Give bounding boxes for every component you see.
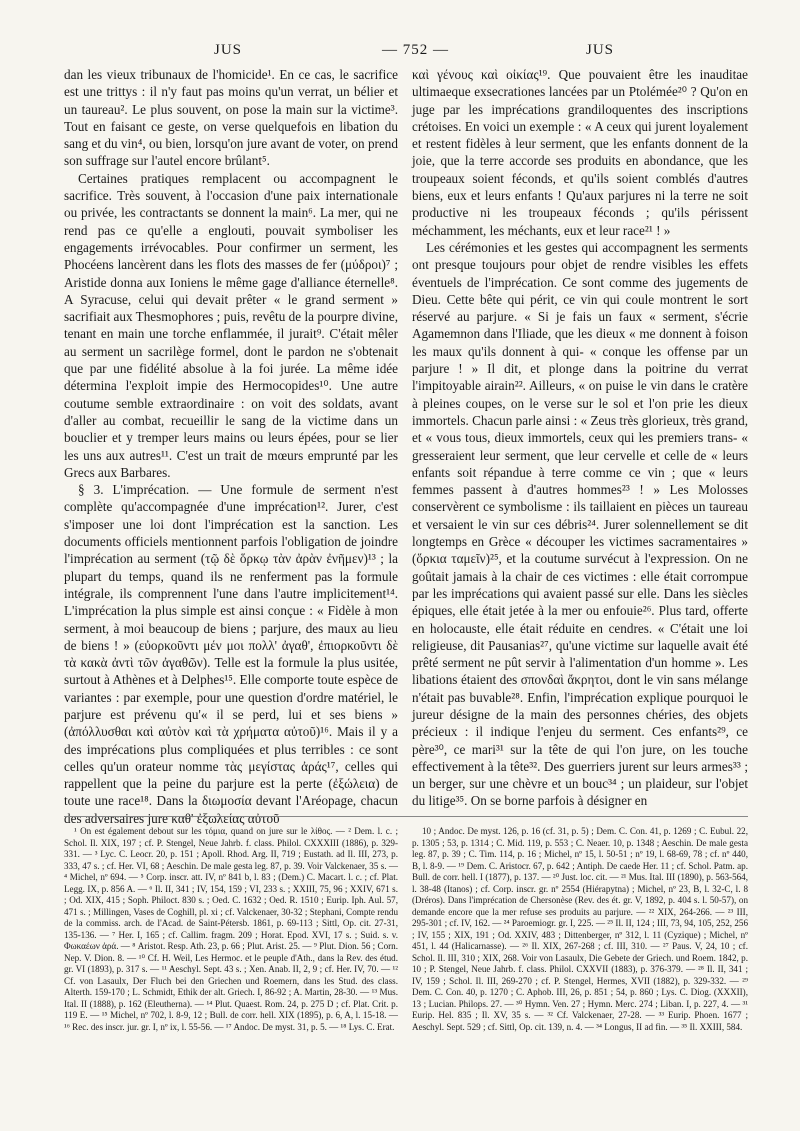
page-number: — 752 — bbox=[382, 42, 449, 58]
footnote-text: ¹ On est également debout sur les τόμια, quand on jure sur le λίθος. — ² Dem. l. c. ; Schol. Il. XIX, 197 ; cf. P. Stengel, Neue Jahrb. f. class. Philol. CXXXIII (1886), p. 329-331. — ³ Lyc. C. Leocr. 20, p. 151 ; Apoll. Rhod. Arg. II, 719 ; Eustath. ad Il. III, 273, p. 333, 47 s. ; cf. Her. VI, 68 ; Aeschin. De male gesta leg. 87, p. 39. Voir Valckenaer, 35 s. — ⁴ Michel, nº 694. — ⁵ Corp. inscr. att. IV, nº 841 b, l. 83 ; (Dem.) C. Macart. l. c. ; cf. Plat. Legg. IX, p. 856 A. — ⁶ Il. II, 341 ; IV, 154, 159 ; VI, 233 s. ; XXIII, 75, 96 ; XXIV, 671 s. ; Od. XIX, 415 ; Soph. Philoct. 830 s. ; Oed. C. 1632 ; Oed. R. 1510 ; Eurip. Iph. Aul. 57, 471 s. ; Millingen, Vases de Coghill, pl. xi ; cf. Valckenaer, 30-32 ; Stephani, Compte rendu de la commiss. arch. de l'Acad. de Saint-Pétersb. 1861, p. 69-113 ; Sittl, Op. cit. 27-31, 135-136. — ⁷ Her. I, 165 ; cf. Callim. fragm. 209 ; Horat. Epod. XVI, 17 s. ; Suid. s. v. Φωκαέων ἀρά. — ⁸ Aristot. Resp. Ath. 23, p. 66 ; Plut. Arist. 25. — ⁹ Plut. Dion. 56 ; Corn. Nep. V. Dion. 8. — ¹⁰ Cf. H. Weil, Les Hermoc. et le peuple d'Ath., dans la Rev. des étud. gr. VI (1893), p. 317 s. — ¹¹ Aeschyl. Sept. 43 s. ; Xen. Anab. II, 2, 9 ; cf. Her. IV, 70. — ¹² Cf. von Lasaulx, Der Fluch bei den Griechen und Roemern, dans les Stud. des class. Alterth. 159-170 ; L. Schmidt, Ethik der alt. Griech. I, 86-92 ; A. Martin, 28-30. — ¹³ Mus. Ital. II (1888), p. 162 (Eleutherna). — ¹⁴ Plut. Quaest. Rom. 24, p. 275 D ; cf. Plat. Crit. p. 119 E. — ¹⁵ Michel, nº 702, l. 8-9, 12 ; Bull. de corr. hell. XIX (1895), p. 6, A, l. 15-18. — ¹⁶ Rec. des inscr. jur. gr. I, nº ix, l. 55-56. — ¹⁷ Andoc. De myst. 31, p. 5. — ¹⁸ Lys. C. Erat. bbox=[64, 826, 398, 1032]
left-text-column bbox=[64, 66, 398, 827]
footnotes-left bbox=[64, 826, 398, 1033]
footnote-text: 10 ; Andoc. De myst. 126, p. 16 (cf. 31, p. 5) ; Dem. C. Con. 41, p. 1269 ; C. Eubul. 22, p. 1305 ; 53, p. 1314 ; C. Mid. 119, p. 553 ; C. Neaer. 10, p. 1348 ; Aeschin. De male gesta leg. 87, p. 39 ; C. Tim. 114, p. 16 ; Michel, nº 15, l. 50-51 ; nº 19, l. 68-69, 78 ; cf. nº 440, B, l. 8-9. — ¹⁹ Dem. C. Aristocr. 67, p. 642 ; Antiph. De caede Her. 11 ; cf. Schol. Patm. ap. Bull. de corr. hell. I (1877), p. 137. — ²⁰ Just. loc. cit. — ²¹ Mus. Ital. III (1890), p. 563-564, l. 38-48 (Itanos) ; cf. Corp. inscr. gr. nº 2554 (Hiérapytna) ; Michel, nº 23, B, l. 32-C, l. 8 (Dréros). Dans l'imprécation de Chersonèse (Rev. des ét. gr. V, 1892, p. 404 s. l. 50-57), on demande encore que la mer refuse ses produits au parjure. — ²² XIX, 264-266. — ²³ III, 295-301 ; cf. IV, 162. — ²⁴ Paroemiogr. gr. I, 225. — ²⁵ Il. II, 124 ; III, 73, 94, 105, 252, 256 ; IV, 155 ; XIX, 191 ; Od. XXIV, 483 ; Dittenberger, nº 312, l. 11 (Cyzique) ; Michel, nº 451, l. 44 (Halicarnasse). — ²⁶ Il. XIX, 267-268 ; cf. III, 310. — ²⁷ Paus. V, 24, 10 ; cf. Schol. Il. III, 310 ; XIX, 268. Voir von Lasaulx, Die Gebete der Griech. und Roem. 1842, p. 10 ; P. Stengel, Neue Jahrb. f. class. Philol. CXXVII (1883), p. 376-379. — ²⁸ Il. II, 341 ; IV, 159 ; Schol. Il. III, 269-270 ; cf. P. Stengel, Hermes, XVII (1882), p. 329-332. — ²⁹ Dem. C. Con. 40, p. 1270 ; C. Aphob. III, 26, p. 851 ; 54, p. 860 ; Lys. C. Diog. (XXXII), 13 ; Lucian. Philops. 27. — ³⁰ Hymn. Ven. 27 ; Hymn. Merc. 274 ; Liban. I, p. 227, 4. — ³¹ Eurip. Hel. 835 ; Il. XV, 35 s. — ³² Cf. Valckenaer, 27-28. — ³³ Eurip. Phoen. 1677 ; Aeschyl. Sept. 529 ; cf. Sittl, Op. cit. 139, n. 4. — ³⁴ Longus, II ad fin. — ³⁵ Il. XXIII, 584. bbox=[412, 826, 748, 1032]
right-text-column bbox=[412, 66, 748, 810]
paragraph: dan les vieux tribunaux de l'homicide¹. En ce cas, le sacrifice est une trittys : il n'y faut pas moins qu'un verrat, un bélier et un taureau². Le plus souvent, on pose la main sur la victime³. Tout en faisant ce geste, on verse quelquefois en libation du sang et du vin⁴, ou bien, lorsqu'on jure avant de voter, on prend son suffrage sur l'autel encore brûlant⁵. bbox=[64, 67, 398, 169]
paragraph: § 3. L'imprécation. — Une formule de serment n'est complète qu'accompagnée d'une imprécation¹². Jurer, c'est s'imposer une loi dont l'imprécation est la sanction. Les documents officiels mentionnent parfois l'obligation de joindre l'imprécation au serment (τῷ δὲ ὅρκῳ τὰν ἀρὰν ἐνῆμεν)¹³ ; la plupart du temps, quand ils ne renferment pas la formule intégrale, ils comprennent l'une dans l'autre implicitement¹⁴. L'imprécation la plus simple est ainsi conçue : « Fidèle à mon serment, à moi beaucoup de biens ; parjure, des maux au lieu de biens ! » (εὐορκοῦντι μέν μοι πολλ' ἀγαθ', ἐπιορκοῦντι δὲ τὰ κακὰ ἀντὶ τῶν ἀγαθῶν). Telle est la formule la plus usitée, surtout à Athènes et à Delphes¹⁵. Elle comporte toute espèce de variantes : par exemple, pour une question d'ordre matériel, le parjure est prévenu qu'« il se perd, lui et ses biens » (ἀπόλλυσθαι καὶ αὐτὸν καὶ τὰ χρήματα αὐτοῦ)¹⁶. Mais il y a des imprécations plus compliquées et plus terribles : ce sont celles qu'un orateur nomme τὰς μεγίστας ἀράς¹⁷, celles qui rappellent que la peine du parjure est la perte (ἐξώλεια) de toute une race¹⁸. Dans la διωμοσία devant l'Aréopage, chacun des adversaires jure καθ' ἐξωλείας αὐτοῦ bbox=[64, 482, 398, 826]
footnotes-right bbox=[412, 826, 748, 1033]
paragraph: Certaines pratiques remplacent ou accompagnent le sacrifice. Très souvent, à l'occasion d'une paix internationale ou privée, les contractants se donnent la main⁶. La mer, qui ne rend pas ce qu'elle a englouti, pouvait symboliser les engagements irrévocables. Pour confirmer un serment, les Phocéens lancèrent dans les flots des masses de fer (μύδροι)⁷ ; Aristide donna aux Ioniens le même gage d'alliance éternelle⁸. A Syracuse, celui qui devait prêter « le grand serment » sacrifiait aux Thesmophores ; puis, revêtu de la pourpre divine, tenant en main une torche enflammée, il jurait⁹. C'était mêler au serment un sacrilège formel, dont le pardon ne s'obtenait que par une fidélité absolue à la foi jurée. La même idée détermina l'exploit impie des Hermocopides¹⁰. Une autre coutume semble extraordinaire : on voit des soldats, avant d'aller au combat, recueillir le sang de la victime dans un bouclier et y tremper leurs mains ou leurs épées, pour se lier les uns aux autres¹¹. C'est un trait de mœurs emprunté par les Grecs aux Barbares. bbox=[64, 170, 398, 480]
paragraph: καὶ γένους καὶ οἰκίας¹⁹. Que pouvaient être les inauditae ultimaeque exsecrationes lancées par un Ptolémée²⁰ ? Qu'on en juge par les imprécations grandiloquentes des inscriptions crétoises. En voici un exemple : « A ceux qui jurent loyalement et restent fidèles à leur serment, que les enfants donnent de la joie, que la terre accorde ses produits en abondance, que les troupeaux soient féconds, et qu'ils soient comblés d'autres biens, eux et leurs enfants ! Qu'aux parjures ni la terre ne soit productive ni les troupeaux féconds ; qu'ils périssent méchamment, les méchants, eux et leur race²¹ ! » bbox=[412, 67, 748, 238]
header-right-title: JUS bbox=[586, 42, 615, 58]
footnote-separator bbox=[64, 816, 748, 817]
paragraph: Les cérémonies et les gestes qui accompagnent les serments ont presque toujours pour objet de rendre visibles les effets éventuels de l'imprécation. Ce sont comme des jugements de Dieu. Cette bête qui périt, ce vin qui coule montrent le sort réservé au parjure. « Si je fais un faux « serment, s'écrie Agamemnon dans l'Iliade, que les dieux « me donnent à foison les maux qu'ils donnent à qui- « conque les offense par un parjure ! » Il dit, et plonge dans la poitrine du verrat l'impitoyable airain²². Ailleurs, « on puise le vin dans le cratère à pleines coupes, on le verse sur le sol et l'on prie les dieux immortels. Chacun parle ainsi : « Zeus très glorieux, très grand, et « vous tous, dieux immortels, ceux qui les premiers trans- « gresseraient leur serment, que leur cervelle et celle de « leurs enfants soit répandue à terre comme ce vin ; que « leurs femmes passent à d'autres hommes²³ ! » Les Molosses conservèrent ce symbolisme : ils taillaient en pièces un taureau et versaient le vin sur ces débris²⁴. Jurer solennellement se dit longtemps en Grèce « découper les victimes sacramentaires » (ὅρκια ταμεῖν)²⁵, et la coutume survécut à l'expression. On ne goûtait jamais à la chair de ces victimes : elle était corrompue par les imprécations qui avaient passé sur elle. Dans les siècles épiques, elle était jetée à la mer ou enfouie²⁶. Plus tard, offerte en holocauste, elle était réduite en cendres. « C'était une loi religieuse, dit Pausanias²⁷, qu'une victime sur laquelle avait été prêté serment ne pût servir à l'alimentation d'un homme ». Les libations étaient des σπονδαὶ ἄκρητοι, dont le vin sans mélange n'était pas buvable²⁸. Enfin, l'imprécation explique pourquoi le jureur désigne de la main des personnes chéries, des objets précieux : il indique l'enjeu du serment. Ces enfants²⁹, ce père³⁰, ce mari³¹ sur la tête de qui l'on jure, on les touche effectivement à la tête³². Des guerriers jurent sur leurs armes³³ ; un berger, sur une chèvre et un bouc³⁴ ; un plaideur, sur l'objet du litige³⁵. On se borne parfois à désigner en bbox=[412, 239, 748, 809]
running-header bbox=[64, 42, 748, 62]
header-left-title: JUS bbox=[214, 42, 243, 58]
